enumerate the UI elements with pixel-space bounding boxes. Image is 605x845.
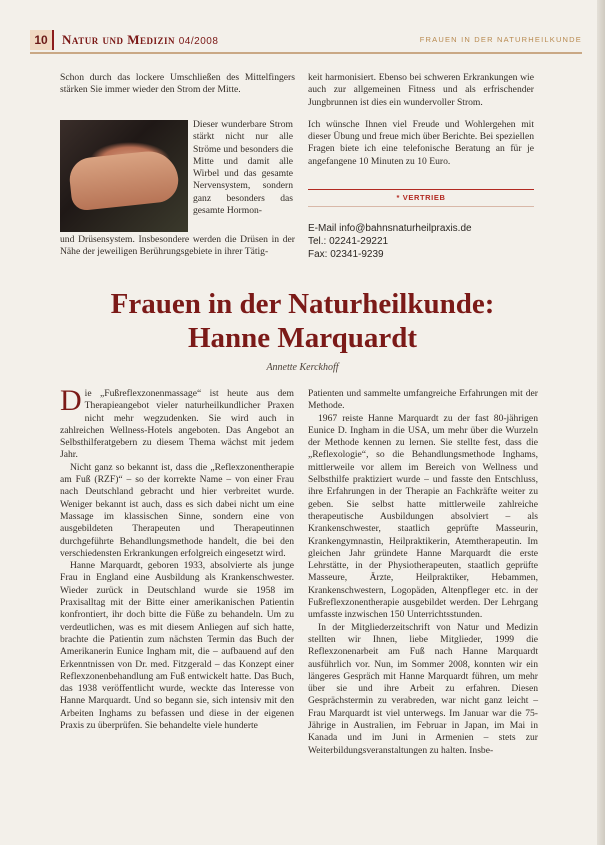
page-header bbox=[30, 30, 582, 50]
article-author: Annette Kerckhoff bbox=[266, 362, 339, 373]
right-paragraph-3: In der Mitgliederzeitschrift von Natur und Medizin stellten wir Ihnen, liebe Mitglieder, 1999 die Reflexzonenarbeit am Fuß nach Hanne Marquardt ausführlich vor. Nun, im Sommer 2008, konnten wir ein längeres Gespräch mit Hanne Marquardt führen, um mehr über sie und ihre Arbeit zu erfahren. Diesen Gesprächstermin zu verabreden, war nicht ganz leicht – Frau Marquardt ist viel unterwegs. Im Januar war die 75-Jährige in Australien, im Februar in Japan, im Mai in Kanada und im Juni in Armenien – stets zur Weiterbildungsveranstaltungen zu halten. Insbe- bbox=[308, 621, 538, 756]
contact-email[interactable]: E-Mail info@bahnsnaturheilpraxis.de bbox=[308, 223, 472, 234]
contact-tel: Tel.: 02241-29221 bbox=[308, 236, 389, 247]
photo-wrap-text: Dieser wunderbare Strom stärkt nicht nur alle Ströme und besonders die Mitte und damit alle Wirbel und das gesamte Nervensystem, sondern ganz besonders das gesamte Hormon- bbox=[193, 119, 293, 217]
hands-photo bbox=[60, 120, 188, 232]
drop-cap: D bbox=[60, 384, 82, 417]
vertrieb-label: * VERTRIEB bbox=[396, 193, 446, 202]
intro-paragraph: Schon durch das lockere Umschließen des Mittelfingers stärken Sie immer wieder den Strom der Mitte. bbox=[60, 72, 295, 96]
vertrieb-rule-top bbox=[308, 189, 534, 190]
header-rule bbox=[30, 52, 582, 54]
right-top-column bbox=[308, 72, 534, 168]
right-paragraph-1: Patienten und sammelte umfangreiche Erfahrungen mit der Methode. bbox=[308, 388, 538, 412]
left-paragraph-1-text: ie „Fußreflexzonenmassage“ ist heute aus dem Therapieangebot vieler naturheilkundlicher Praxen nicht mehr wegzudenken. Sie wird auch in zahlreichen Wellness-Hotels angeboten. Das Angebot an Selbsthilferatgebern zu diesem Thema wächst mit jedem Jahr. bbox=[60, 388, 294, 461]
left-paragraph-3: Hanne Marquardt, geboren 1933, absolvierte als junge Frau in England eine Ausbildung als Krankenschwester. Wieder zurück in Deutschland wurde sie 1958 im Praxisalltag mit der Bitte einer amerikanischen Patientin konfrontiert, ihr doch bitte die Füße zu behandeln. Um zu verdeutlichen, was es mit diesem Anliegen auf sich hatte, brachte die Patientin zum nächsten Termin das Buch der Amerikanerin Eunice Ingham mit, die – aufbauend auf den Erkenntnissen von Dr. med. Fitzgerald – das Konzept einer Reflexzonenbehandlung am Fuß entwickelt hatte. Das Buch, das 1938 veröffentlicht wurde, weckte das Interesse von Hanne Marquardt. Und so begann sie, sich intensiv mit den Arbeiten Inghams zu befassen und diese in der eigenen Praxis zu überprüfen. Sie behandelte viele hunderte bbox=[60, 560, 294, 732]
page-edge bbox=[597, 0, 605, 845]
article-title bbox=[30, 287, 575, 355]
article-left-column bbox=[60, 384, 294, 732]
hand-shape bbox=[68, 148, 181, 211]
right-top-para-1: keit harmonisiert. Ebenso bei schweren Erkrankungen wie auch zur allgemeinen Fitness und als erfrischender Jungbrunnen ist dies ein wundervoller Strom. bbox=[308, 72, 534, 108]
article-title-line-2: Hanne Marquardt bbox=[187, 322, 418, 354]
left-paragraph-2: Nicht ganz so bekannt ist, dass die „Reflexzonentherapie am Fuß (RZF)“ – so der korrekte Name – von einer Frau nach Deutschland gebracht und hier verbreitet wurde. Weniger bekannt ist auch, dass es sich dabei nicht um eine Massage im klassischen Sinne, sondern eine von ausgebildeten Therapeuten und Therapeutinnen durchgeführte Behandlungsmethode handelt, die bei den verschiedensten Erkrankungen erfolgreich eingesetzt wird. bbox=[60, 461, 294, 559]
vertrieb-rule-bottom bbox=[308, 206, 534, 207]
contact-block bbox=[308, 222, 534, 261]
magazine-title bbox=[62, 30, 218, 50]
article-title-line-1: Frauen in der Naturheilkunde: bbox=[110, 288, 495, 320]
right-paragraph-2: 1967 reiste Hanne Marquardt zu der fast 80-jährigen Eunice D. Ingham in die USA, um mehr über die Wurzeln der Methode kennen zu lernen. Sie stellte fest, dass die „Reflexologie“, so die Behandlungsmethode Inghams, mittlerweile vor allem im Bereich von Wellness und Selbsthilfe praktiziert wurde – und fasste den Entschluss, ihre Erfahrungen in der Therapie an Fachkräfte weiter zu geben. Sie selbst hatte mittlerweile zahlreiche therapeutische Ausbildungen absolviert – als Krankenschwester, staatlich geprüfte Masseurin, Krankengymnastin, Heilpraktikerin, Atemtherapeutin. Im gleichen Jahr gründete Hanne Marquardt die erste Lehrstätte, in der Physiotherapeuten, staatlich geprüfte Masseure, Ärzte, Heilpraktiker, Hebammen, Krankenschwestern, Logopäden, Altenpfleger etc. in der Fußreflexzonentherapie ausgebildet werden. Der Lehrgang umfasste inzwischen 150 Unterrichtsstunden. bbox=[308, 412, 538, 621]
article-right-column bbox=[308, 388, 538, 757]
left-paragraph-1 bbox=[60, 384, 294, 462]
magazine-name: Natur und Medizin bbox=[62, 32, 175, 47]
issue-number: 04/2008 bbox=[178, 36, 219, 47]
header-divider bbox=[52, 30, 54, 50]
section-label: FRAUEN IN DER NATURHEILKUNDE bbox=[419, 35, 582, 44]
contact-fax: Fax: 02341-9239 bbox=[308, 249, 384, 260]
right-top-para-2: Ich wünsche Ihnen viel Freude und Wohlergehen mit dieser Übung und freue mich über Berichte. Bei speziellen Fragen biete ich eine telefonische Beratung an für je angefangene 10 Minuten zu 10 Euro. bbox=[308, 118, 534, 167]
page-number: 10 bbox=[30, 30, 52, 50]
below-photo-text: und Drüsensystem. Insbesondere werden die Drüsen in der Nähe der jeweiligen Berührungsgebiete in ihrer Tätig- bbox=[60, 234, 295, 258]
